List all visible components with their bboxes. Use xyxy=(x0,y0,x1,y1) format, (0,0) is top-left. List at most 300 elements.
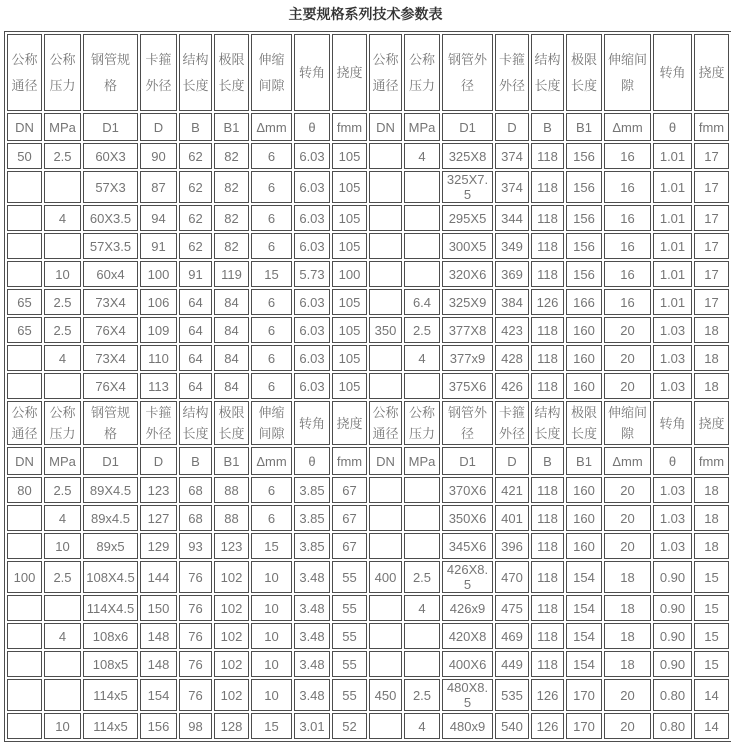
data-cell: 68 xyxy=(179,477,212,503)
data-cell: 156 xyxy=(566,261,602,287)
data-cell: 428 xyxy=(495,345,529,371)
data-cell: 10 xyxy=(251,679,292,711)
data-cell: 1.03 xyxy=(653,345,692,371)
data-cell: 156 xyxy=(566,171,602,203)
data-cell: 102 xyxy=(214,561,249,593)
data-cell: 20 xyxy=(604,713,651,739)
data-cell: 76X4 xyxy=(83,373,138,399)
header-cell: 公称通径 xyxy=(7,34,42,111)
data-cell: 62 xyxy=(179,143,212,169)
data-cell: 148 xyxy=(140,651,177,677)
data-cell: 15 xyxy=(251,713,292,739)
table-row-data xyxy=(7,317,729,343)
data-cell: 126 xyxy=(531,713,564,739)
data-cell: 6.03 xyxy=(294,171,330,203)
data-cell: 57X3.5 xyxy=(83,233,138,259)
data-cell: 57X3 xyxy=(83,171,138,203)
data-cell xyxy=(44,595,81,621)
data-cell: 10 xyxy=(251,623,292,649)
data-cell: 65 xyxy=(7,289,42,315)
data-cell: 98 xyxy=(179,713,212,739)
data-cell: 1.03 xyxy=(653,317,692,343)
unit-cell: D xyxy=(140,447,177,475)
data-cell: 3.48 xyxy=(294,595,330,621)
data-cell: 118 xyxy=(531,373,564,399)
data-cell: 105 xyxy=(332,233,367,259)
data-cell: 6.03 xyxy=(294,345,330,371)
unit-cell: fmm xyxy=(694,447,729,475)
data-cell: 84 xyxy=(214,345,249,371)
data-cell: 126 xyxy=(531,679,564,711)
unit-cell: MPa xyxy=(404,447,440,475)
header-cell: 卡箍外径 xyxy=(495,34,529,111)
header-cell: 伸缩间隙 xyxy=(251,34,292,111)
data-cell: 20 xyxy=(604,317,651,343)
data-cell: 67 xyxy=(332,533,367,559)
data-cell: 396 xyxy=(495,533,529,559)
data-cell: 377X8 xyxy=(442,317,493,343)
data-cell xyxy=(369,143,402,169)
data-cell: 118 xyxy=(531,233,564,259)
data-cell xyxy=(404,261,440,287)
table-row-data xyxy=(7,345,729,371)
data-cell: 64 xyxy=(179,345,212,371)
unit-cell: θ xyxy=(653,113,692,141)
header-cell: 结构长度 xyxy=(531,401,564,445)
header-cell: 挠度 xyxy=(694,401,729,445)
data-cell: 17 xyxy=(694,261,729,287)
header-cell: 转角 xyxy=(294,34,330,111)
unit-cell: D1 xyxy=(442,447,493,475)
header-cell: 卡箍外径 xyxy=(140,401,177,445)
spec-table-body xyxy=(7,34,729,739)
table-row-data xyxy=(7,261,729,287)
data-cell: 76X4 xyxy=(83,317,138,343)
data-cell: 60X3.5 xyxy=(83,205,138,231)
data-cell: 6 xyxy=(251,289,292,315)
data-cell: 17 xyxy=(694,143,729,169)
data-cell: 16 xyxy=(604,205,651,231)
header-cell: 挠度 xyxy=(694,34,729,111)
data-cell: 20 xyxy=(604,679,651,711)
data-cell xyxy=(369,477,402,503)
unit-cell: D xyxy=(495,447,529,475)
data-cell: 6.03 xyxy=(294,205,330,231)
data-cell: 1.01 xyxy=(653,261,692,287)
header-cell: 伸缩间隙 xyxy=(604,401,651,445)
data-cell: 18 xyxy=(694,317,729,343)
data-cell: 118 xyxy=(531,561,564,593)
data-cell: 84 xyxy=(214,373,249,399)
data-cell: 6 xyxy=(251,171,292,203)
data-cell: 52 xyxy=(332,713,367,739)
table-row-units xyxy=(7,447,729,475)
data-cell: 20 xyxy=(604,477,651,503)
data-cell: 6.03 xyxy=(294,289,330,315)
data-cell: 89x4.5 xyxy=(83,505,138,531)
data-cell: 150 xyxy=(140,595,177,621)
data-cell xyxy=(369,345,402,371)
data-cell: 68 xyxy=(179,505,212,531)
data-cell: 377x9 xyxy=(442,345,493,371)
data-cell: 6.03 xyxy=(294,317,330,343)
data-cell: 6 xyxy=(251,143,292,169)
data-cell: 109 xyxy=(140,317,177,343)
header-cell: 极限长度 xyxy=(566,401,602,445)
data-cell: 108x6 xyxy=(83,623,138,649)
data-cell xyxy=(7,533,42,559)
data-cell xyxy=(404,477,440,503)
data-cell: 156 xyxy=(566,205,602,231)
header-cell: 结构长度 xyxy=(531,34,564,111)
data-cell: 108x5 xyxy=(83,651,138,677)
data-cell: 67 xyxy=(332,505,367,531)
data-cell: 93 xyxy=(179,533,212,559)
data-cell: 0.90 xyxy=(653,623,692,649)
table-row-data xyxy=(7,505,729,531)
data-cell: 55 xyxy=(332,651,367,677)
data-cell xyxy=(404,171,440,203)
data-cell: 6 xyxy=(251,477,292,503)
data-cell: 18 xyxy=(694,477,729,503)
table-row-data xyxy=(7,679,729,711)
data-cell: 1.03 xyxy=(653,505,692,531)
data-cell xyxy=(7,651,42,677)
data-cell: 118 xyxy=(531,171,564,203)
data-cell: 18 xyxy=(694,505,729,531)
data-cell: 62 xyxy=(179,171,212,203)
unit-cell: MPa xyxy=(44,447,81,475)
data-cell: 400X6 xyxy=(442,651,493,677)
data-cell: 10 xyxy=(251,561,292,593)
data-cell xyxy=(7,713,42,739)
unit-cell: fmm xyxy=(694,113,729,141)
data-cell: 118 xyxy=(531,477,564,503)
data-cell: 17 xyxy=(694,171,729,203)
unit-cell: B xyxy=(179,113,212,141)
data-cell: 6 xyxy=(251,345,292,371)
data-cell: 73X4 xyxy=(83,345,138,371)
data-cell: 14 xyxy=(694,713,729,739)
header-cell: 钢管规格 xyxy=(83,401,138,445)
data-cell: 118 xyxy=(531,143,564,169)
data-cell: 3.85 xyxy=(294,533,330,559)
data-cell: 105 xyxy=(332,289,367,315)
data-cell: 154 xyxy=(566,595,602,621)
data-cell: 450 xyxy=(369,679,402,711)
data-cell: 6.03 xyxy=(294,143,330,169)
data-cell xyxy=(44,171,81,203)
data-cell xyxy=(44,373,81,399)
data-cell: 123 xyxy=(140,477,177,503)
data-cell: 1.01 xyxy=(653,143,692,169)
data-cell: 369 xyxy=(495,261,529,287)
data-cell xyxy=(369,533,402,559)
data-cell: 0.80 xyxy=(653,713,692,739)
data-cell: 154 xyxy=(566,623,602,649)
data-cell: 106 xyxy=(140,289,177,315)
data-cell: 18 xyxy=(694,533,729,559)
unit-cell: B1 xyxy=(214,113,249,141)
data-cell: 94 xyxy=(140,205,177,231)
data-cell: 344 xyxy=(495,205,529,231)
data-cell: 2.5 xyxy=(404,679,440,711)
data-cell: 127 xyxy=(140,505,177,531)
data-cell: 4 xyxy=(404,713,440,739)
data-cell: 62 xyxy=(179,205,212,231)
data-cell: 1.03 xyxy=(653,477,692,503)
data-cell: 18 xyxy=(604,651,651,677)
header-cell: 卡箍外径 xyxy=(140,34,177,111)
data-cell: 10 xyxy=(44,713,81,739)
data-cell: 4 xyxy=(44,623,81,649)
data-cell: 50 xyxy=(7,143,42,169)
data-cell: 100 xyxy=(332,261,367,287)
data-cell: 6.03 xyxy=(294,373,330,399)
data-cell: 88 xyxy=(214,505,249,531)
data-cell: 3.48 xyxy=(294,651,330,677)
data-cell: 76 xyxy=(179,623,212,649)
header-cell: 极限长度 xyxy=(566,34,602,111)
header-cell: 钢管外径 xyxy=(442,401,493,445)
data-cell: 154 xyxy=(566,651,602,677)
data-cell: 84 xyxy=(214,289,249,315)
table-row-units xyxy=(7,113,729,141)
data-cell: 20 xyxy=(604,373,651,399)
data-cell: 118 xyxy=(531,651,564,677)
data-cell: 1.01 xyxy=(653,205,692,231)
data-cell xyxy=(7,261,42,287)
data-cell xyxy=(7,595,42,621)
data-cell: 118 xyxy=(531,623,564,649)
data-cell: 10 xyxy=(251,595,292,621)
data-cell xyxy=(404,373,440,399)
header-cell: 公称压力 xyxy=(44,401,81,445)
data-cell: 15 xyxy=(694,651,729,677)
header-cell: 转角 xyxy=(294,401,330,445)
data-cell: 1.01 xyxy=(653,289,692,315)
data-cell: 89x5 xyxy=(83,533,138,559)
header-cell: 钢管外径 xyxy=(442,34,493,111)
data-cell: 160 xyxy=(566,317,602,343)
data-cell: 118 xyxy=(531,595,564,621)
data-cell: 2.5 xyxy=(44,317,81,343)
data-cell xyxy=(404,651,440,677)
header-cell: 极限长度 xyxy=(214,401,249,445)
data-cell: 2.5 xyxy=(44,143,81,169)
data-cell: 114x5 xyxy=(83,713,138,739)
data-cell: 470 xyxy=(495,561,529,593)
data-cell: 105 xyxy=(332,205,367,231)
data-cell: 540 xyxy=(495,713,529,739)
table-row-header xyxy=(7,34,729,111)
data-cell: 15 xyxy=(251,533,292,559)
data-cell: 17 xyxy=(694,289,729,315)
header-cell: 卡箍外径 xyxy=(495,401,529,445)
data-cell: 114X4.5 xyxy=(83,595,138,621)
table-row-data xyxy=(7,713,729,739)
data-cell: 2.5 xyxy=(404,561,440,593)
data-cell: 100 xyxy=(140,261,177,287)
data-cell: 105 xyxy=(332,373,367,399)
data-cell: 469 xyxy=(495,623,529,649)
data-cell: 2.5 xyxy=(44,561,81,593)
unit-cell: Δmm xyxy=(251,113,292,141)
data-cell: 401 xyxy=(495,505,529,531)
data-cell: 16 xyxy=(604,233,651,259)
data-cell: 18 xyxy=(604,561,651,593)
data-cell: 62 xyxy=(179,233,212,259)
data-cell xyxy=(369,623,402,649)
data-cell: 6 xyxy=(251,205,292,231)
data-cell: 320X6 xyxy=(442,261,493,287)
data-cell: 87 xyxy=(140,171,177,203)
table-row-data xyxy=(7,233,729,259)
data-cell: 73X4 xyxy=(83,289,138,315)
data-cell xyxy=(7,623,42,649)
page-title: 主要规格系列技术参数表 xyxy=(288,6,443,22)
unit-cell: DN xyxy=(369,113,402,141)
data-cell: 3.48 xyxy=(294,679,330,711)
data-cell: 160 xyxy=(566,505,602,531)
data-cell: 118 xyxy=(531,261,564,287)
data-cell: 4 xyxy=(404,143,440,169)
unit-cell: D xyxy=(140,113,177,141)
unit-cell: Δmm xyxy=(251,447,292,475)
data-cell xyxy=(404,233,440,259)
data-cell: 374 xyxy=(495,143,529,169)
header-cell: 公称通径 xyxy=(7,401,42,445)
table-row-data xyxy=(7,373,729,399)
data-cell: 65 xyxy=(7,317,42,343)
data-cell: 82 xyxy=(214,205,249,231)
data-cell: 154 xyxy=(140,679,177,711)
data-cell: 17 xyxy=(694,205,729,231)
data-cell xyxy=(369,233,402,259)
header-cell: 伸缩间隙 xyxy=(251,401,292,445)
data-cell: 105 xyxy=(332,345,367,371)
unit-cell: B xyxy=(531,113,564,141)
data-cell xyxy=(369,595,402,621)
data-cell: 10 xyxy=(44,533,81,559)
unit-cell: MPa xyxy=(44,113,81,141)
data-cell: 82 xyxy=(214,143,249,169)
data-cell: 5.73 xyxy=(294,261,330,287)
data-cell: 20 xyxy=(604,533,651,559)
data-cell: 10 xyxy=(44,261,81,287)
data-cell: 426x9 xyxy=(442,595,493,621)
data-cell: 18 xyxy=(694,373,729,399)
data-cell: 64 xyxy=(179,317,212,343)
data-cell: 370X6 xyxy=(442,477,493,503)
data-cell: 118 xyxy=(531,505,564,531)
data-cell: 4 xyxy=(44,205,81,231)
data-cell xyxy=(7,205,42,231)
header-cell: 极限长度 xyxy=(214,34,249,111)
data-cell: 2.5 xyxy=(44,289,81,315)
unit-cell: D1 xyxy=(83,447,138,475)
header-cell: 结构长度 xyxy=(179,401,212,445)
table-row-data xyxy=(7,623,729,649)
data-cell xyxy=(44,651,81,677)
data-cell: 88 xyxy=(214,477,249,503)
data-cell: 148 xyxy=(140,623,177,649)
data-cell: 84 xyxy=(214,317,249,343)
data-cell: 118 xyxy=(531,345,564,371)
table-row-header xyxy=(7,401,729,445)
unit-cell: fmm xyxy=(332,447,367,475)
data-cell: 14 xyxy=(694,679,729,711)
data-cell xyxy=(7,171,42,203)
data-cell: 102 xyxy=(214,679,249,711)
header-cell: 公称压力 xyxy=(44,34,81,111)
unit-cell: fmm xyxy=(332,113,367,141)
unit-cell: θ xyxy=(294,447,330,475)
data-cell: 82 xyxy=(214,233,249,259)
unit-cell: B1 xyxy=(566,447,602,475)
data-cell: 18 xyxy=(604,623,651,649)
data-cell: 105 xyxy=(332,317,367,343)
data-cell: 18 xyxy=(604,595,651,621)
data-cell: 3.85 xyxy=(294,505,330,531)
table-row-data xyxy=(7,595,729,621)
data-cell xyxy=(7,505,42,531)
data-cell: 160 xyxy=(566,373,602,399)
data-cell: 118 xyxy=(531,533,564,559)
data-cell: 1.03 xyxy=(653,373,692,399)
data-cell: 113 xyxy=(140,373,177,399)
unit-cell: B1 xyxy=(214,447,249,475)
unit-cell: B xyxy=(179,447,212,475)
data-cell: 102 xyxy=(214,651,249,677)
data-cell xyxy=(369,505,402,531)
data-cell: 156 xyxy=(140,713,177,739)
data-cell: 4 xyxy=(404,345,440,371)
data-cell: 18 xyxy=(694,345,729,371)
data-cell: 0.80 xyxy=(653,679,692,711)
data-cell: 91 xyxy=(140,233,177,259)
data-cell: 349 xyxy=(495,233,529,259)
data-cell: 6 xyxy=(251,317,292,343)
data-cell: 350 xyxy=(369,317,402,343)
table-row-data xyxy=(7,477,729,503)
data-cell: 3.48 xyxy=(294,561,330,593)
data-cell xyxy=(404,505,440,531)
data-cell: 17 xyxy=(694,233,729,259)
data-cell: 423 xyxy=(495,317,529,343)
data-cell: 400 xyxy=(369,561,402,593)
data-cell: 82 xyxy=(214,171,249,203)
data-cell: 67 xyxy=(332,477,367,503)
data-cell: 15 xyxy=(251,261,292,287)
data-cell: 108X4.5 xyxy=(83,561,138,593)
data-cell: 3.01 xyxy=(294,713,330,739)
header-cell: 钢管规格 xyxy=(83,34,138,111)
data-cell: 16 xyxy=(604,171,651,203)
data-cell xyxy=(44,233,81,259)
data-cell xyxy=(369,205,402,231)
data-cell: 119 xyxy=(214,261,249,287)
data-cell xyxy=(369,373,402,399)
data-cell: 295X5 xyxy=(442,205,493,231)
table-row-data xyxy=(7,143,729,169)
data-cell: 89X4.5 xyxy=(83,477,138,503)
data-cell: 15 xyxy=(694,561,729,593)
data-cell: 170 xyxy=(566,679,602,711)
data-cell: 64 xyxy=(179,373,212,399)
data-cell: 100 xyxy=(7,561,42,593)
unit-cell: Δmm xyxy=(604,113,651,141)
